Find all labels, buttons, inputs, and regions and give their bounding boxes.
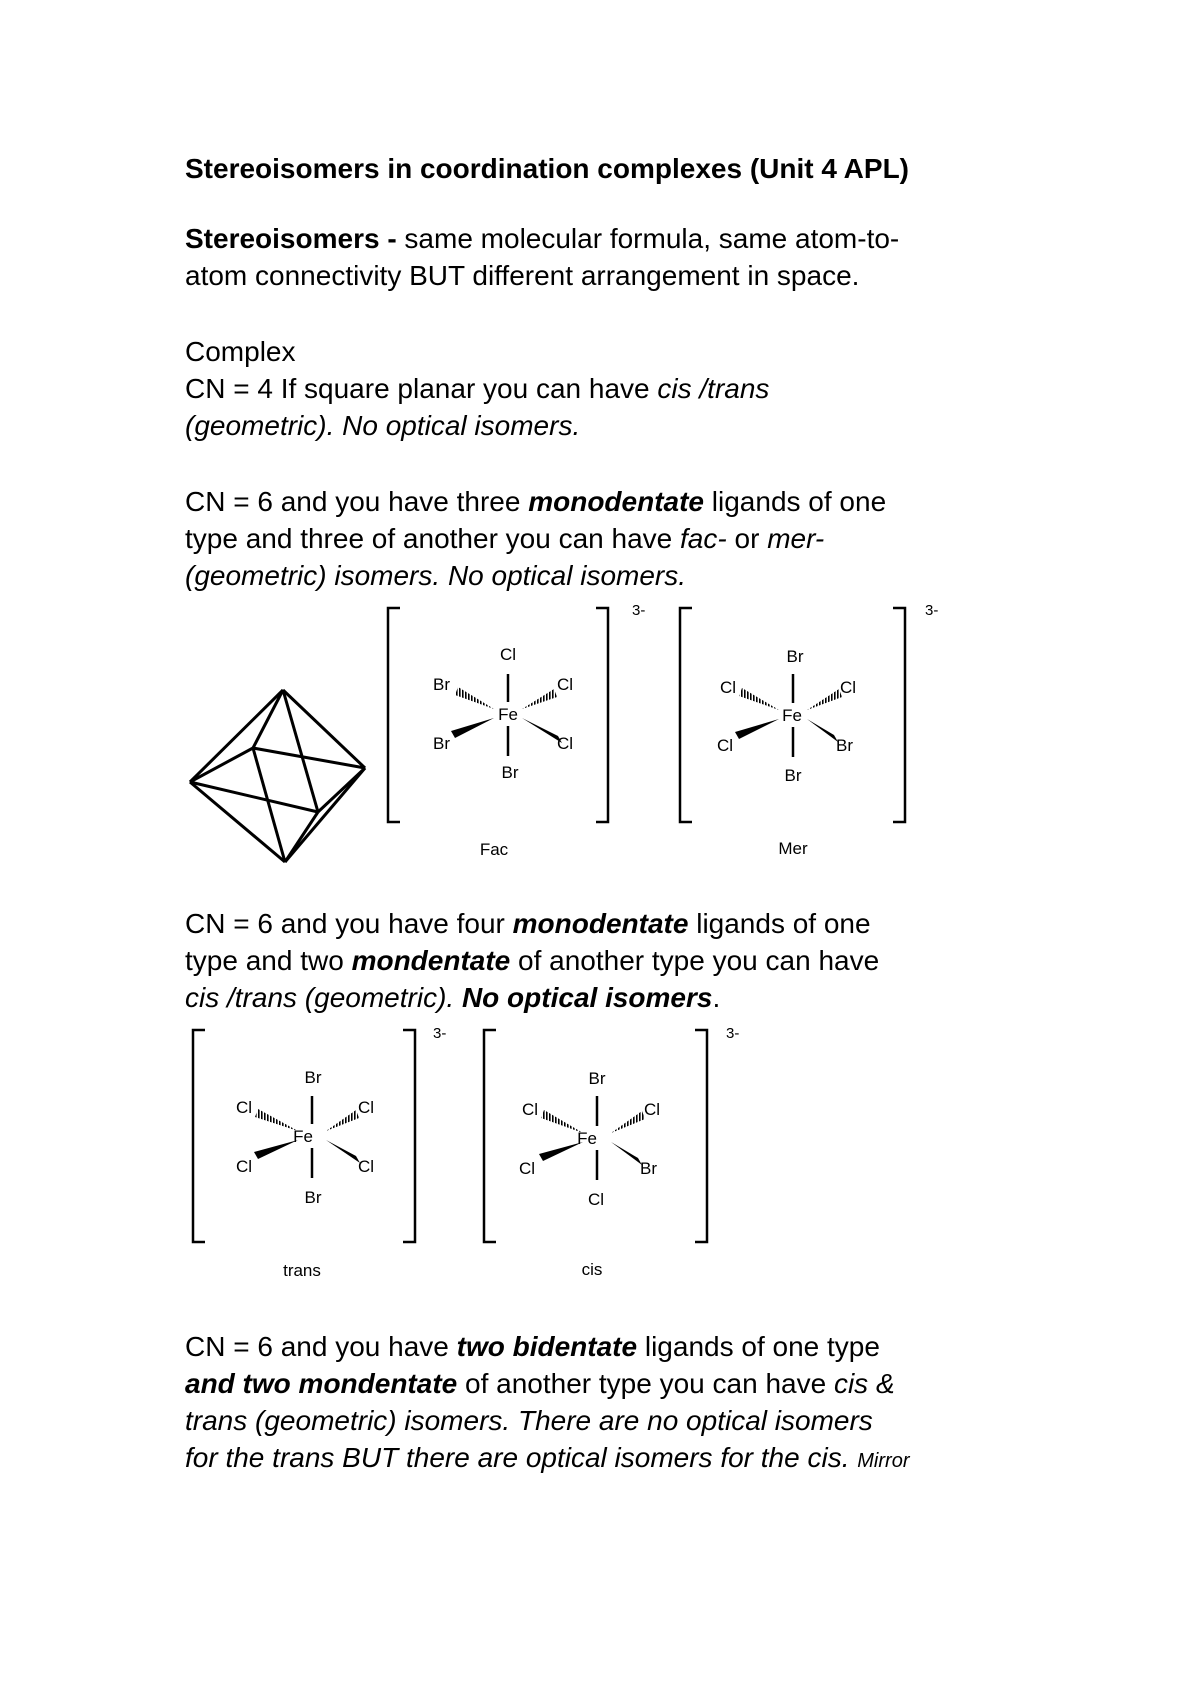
cn4-line-2: (geometric). No optical isomers. <box>185 410 581 441</box>
cistrans-period: . <box>712 982 721 1013</box>
bidentate-cis: cis & <box>833 1368 895 1399</box>
facmer-fac: fac- <box>680 523 727 554</box>
trans-ligand-ur: Cl <box>358 1098 375 1117</box>
bidentate-two-bidentate: two bidentate <box>456 1331 638 1362</box>
trans-wedge-bond <box>326 1140 360 1163</box>
mer-wedge-bond <box>807 719 838 742</box>
trans-wedge-bond <box>254 1140 298 1159</box>
trans-caption: trans <box>283 1261 321 1280</box>
mer-ligand-ll: Cl <box>716 736 733 755</box>
trans-hash-bond <box>326 1110 359 1131</box>
mer-ligand-ul: Cl <box>719 678 736 697</box>
cistrans-no-optical: No optical isomers <box>461 982 713 1013</box>
fac-ligand-ul: Br <box>433 675 450 694</box>
fac-hash-bond <box>522 689 557 709</box>
fac-ligand-top: Cl <box>499 645 517 664</box>
cis-ligand-bottom: Cl <box>587 1190 605 1209</box>
mer-ligand-ur: Cl <box>840 678 857 697</box>
fac-metal: Fe <box>498 705 518 724</box>
cn4-cis-trans: cis /trans <box>657 373 770 404</box>
trans-ligand-bottom: Br <box>304 1188 322 1207</box>
mer-bracket-right <box>893 608 905 822</box>
cistrans-text-d: type and two <box>185 945 352 976</box>
cn4-heading: Complex <box>185 336 296 367</box>
cis-bracket-right <box>695 1030 707 1242</box>
trans-bracket-right <box>403 1030 415 1242</box>
cis-ligand-ur: Cl <box>644 1100 661 1119</box>
mer-complex <box>680 602 938 858</box>
bidentate-line-3: trans (geometric) isomers. There are no optical isomers <box>185 1405 873 1436</box>
fac-wedge-bond <box>451 718 494 738</box>
cis-metal: Fe <box>577 1129 597 1148</box>
facmer-or: or <box>726 523 768 554</box>
trans-bracket-left <box>193 1030 205 1242</box>
fac-hash-bond <box>455 687 494 709</box>
cis-hash-bond <box>611 1111 645 1133</box>
bidentate-two-mondentate: and two mondentate <box>185 1368 458 1399</box>
mer-ligand-bottom: Br <box>784 766 802 785</box>
cis-ligand-top: Br <box>588 1069 606 1088</box>
cis-ligand-ul: Cl <box>521 1100 538 1119</box>
bidentate-text-e: for the trans BUT there are optical isomers for the cis. <box>185 1442 850 1473</box>
trans-complex <box>193 1025 446 1280</box>
cis-complex <box>484 1025 739 1279</box>
fac-complex <box>388 602 645 859</box>
trans-metal: Fe <box>293 1127 313 1146</box>
cis-ligand-ll: Cl <box>518 1159 535 1178</box>
bidentate-text-d: of another type you can have <box>457 1368 834 1399</box>
trans-ligand-ll: Cl <box>235 1157 252 1176</box>
mer-charge: 3- <box>925 602 939 619</box>
facmer-monodentate: monodentate <box>528 486 704 517</box>
fac-charge: 3- <box>632 602 646 619</box>
trans-ligand-ul: Cl <box>235 1098 252 1117</box>
facmer-text-d: type and three of another you can have <box>185 523 681 554</box>
facmer-line-3: (geometric) isomers. No optical isomers. <box>185 560 687 591</box>
bidentate-text-c: ligands of one type <box>637 1331 880 1362</box>
mirror-label: Mirror <box>857 1450 910 1472</box>
fac-bracket-left <box>388 608 400 822</box>
cis-ligand-lr: Br <box>640 1159 657 1178</box>
cis-wedge-bond <box>611 1142 642 1165</box>
cistrans-mondentate: mondentate <box>351 945 511 976</box>
fac-ligand-ur: Cl <box>557 675 574 694</box>
page-title: Stereoisomers in coordination complexes (Unit 4 APL) <box>185 153 909 184</box>
trans-ligand-top: Br <box>304 1068 322 1087</box>
cistrans-monodentate: monodentate <box>512 908 689 939</box>
trans-ligand-lr: Cl <box>358 1157 375 1176</box>
cistrans-text-e: of another type you can have <box>510 945 880 976</box>
cis-charge: 3- <box>726 1025 740 1042</box>
fac-ligand-lr: Cl <box>557 734 574 753</box>
mer-hash-bond <box>739 688 779 710</box>
trans-hash-bond <box>255 1109 298 1131</box>
mer-ligand-top: Br <box>786 647 804 666</box>
fac-caption: Fac <box>479 840 509 859</box>
definition-text: same molecular formula, same atom-to- <box>396 223 900 254</box>
octahedron-drawing <box>190 690 365 862</box>
facmer-text-c: ligands of one <box>704 486 887 517</box>
trans-charge: 3- <box>433 1025 447 1042</box>
fac-bracket-right <box>596 608 608 822</box>
definition-line-2: atom connectivity BUT different arrangement in space. <box>185 260 860 291</box>
mer-metal: Fe <box>782 706 802 725</box>
definition-term: Stereoisomers - <box>185 223 397 254</box>
mer-caption: Mer <box>778 839 808 858</box>
mer-ligand-lr: Br <box>836 736 853 755</box>
facmer-mer: mer- <box>767 523 825 554</box>
cistrans-text-c: ligands of one <box>688 908 871 939</box>
mer-hash-bond <box>807 689 842 710</box>
fac-wedge-bond <box>522 718 562 743</box>
fac-ligand-ll: Br <box>433 734 450 753</box>
cis-bracket-left <box>484 1030 496 1242</box>
facmer-text-a: CN = 6 and you have three <box>185 486 529 517</box>
cn4-text: CN = 4 If square planar you can have <box>185 373 658 404</box>
fac-ligand-bottom: Br <box>501 763 519 782</box>
bidentate-text-a: CN = 6 and you have <box>185 1331 457 1362</box>
cistrans-text-f: cis /trans (geometric). <box>185 982 462 1013</box>
cis-caption: cis <box>581 1260 603 1279</box>
mer-wedge-bond <box>735 719 779 739</box>
cistrans-text-a: CN = 6 and you have four <box>185 908 513 939</box>
mer-bracket-left <box>680 608 692 822</box>
